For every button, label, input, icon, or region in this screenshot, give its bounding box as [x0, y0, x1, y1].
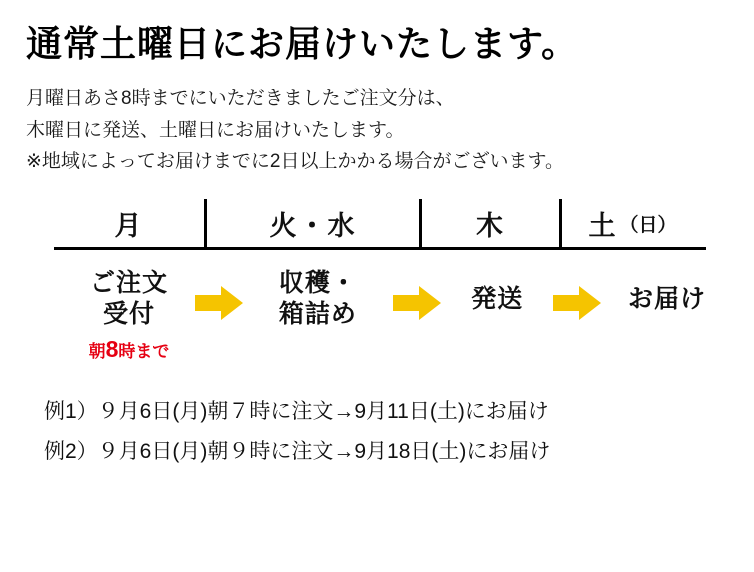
schedule-column-saturday — [559, 199, 703, 247]
schedule-column-thursday-label: 木 — [476, 210, 505, 241]
flow-step-delivery-line1: お届け — [628, 285, 707, 314]
flow-step-order-line2: 受付 — [102, 299, 155, 328]
schedule-column-monday — [54, 199, 204, 247]
flow-step-shipping — [444, 268, 551, 315]
flow-step-shipping-line1: 発送 — [471, 285, 524, 314]
schedule-column-tuesday-wednesday-label: 火・水 — [269, 210, 357, 241]
schedule-column-monday-label: 月 — [114, 210, 144, 241]
schedule-column-tuesday-wednesday — [204, 199, 419, 247]
examples-block — [44, 392, 730, 472]
flow-arrow-2 — [390, 268, 443, 320]
schedule-column-saturday-sublabel: （日） — [619, 214, 677, 236]
example-2: 例2）９月6日(月)朝９時に注文→9月18日(土)にお届け — [44, 440, 551, 464]
flow-step-order-note-prefix: 朝 — [88, 342, 106, 362]
lead-line-3: ※地域によってお届けまでに2日以上かかる場合がございます。 — [26, 150, 564, 172]
schedule-column-thursday — [419, 199, 559, 247]
schedule-header-row — [54, 199, 706, 250]
page-title: 通常土曜日にお届けいたします。 — [26, 23, 579, 64]
flow-step-harvest-line1: 収穫・ — [278, 269, 357, 298]
schedule-column-saturday-label: 土 — [588, 210, 618, 241]
delivery-schedule-page — [0, 22, 754, 572]
flow-arrow-3 — [551, 268, 604, 320]
example-1: 例1）９月6日(月)朝７時に注文→9月11日(土)にお届け — [44, 400, 549, 424]
flow-diagram — [66, 268, 730, 378]
flow-step-harvest — [245, 268, 390, 329]
flow-step-order — [66, 268, 192, 363]
lead-line-1: 月曜日あさ8時までにいただきましたご注文分は、 — [26, 88, 455, 110]
flow-step-order-note — [66, 335, 192, 363]
schedule-table — [54, 199, 706, 250]
flow-step-order-note-suffix: 時まで — [118, 342, 170, 362]
flow-step-order-note-number: 8 — [105, 336, 119, 363]
flow-step-harvest-line2: 箱詰め — [278, 299, 357, 328]
flow-step-order-line1: ご注文 — [89, 269, 168, 298]
lead-paragraph — [26, 83, 730, 177]
flow-arrow-1 — [192, 268, 245, 320]
flow-step-delivery — [604, 268, 730, 315]
lead-line-2: 木曜日に発送、土曜日にお届けいたします。 — [26, 119, 405, 141]
